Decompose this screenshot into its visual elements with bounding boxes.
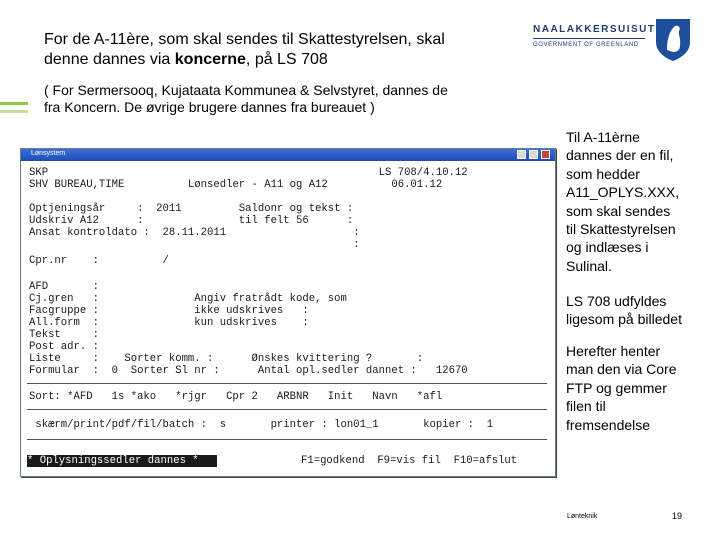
- terminal-divider: [27, 439, 547, 440]
- side-line: A11_OPLYS.XXX,: [566, 184, 680, 201]
- terminal-divider: [27, 409, 547, 410]
- accent-bar: [0, 102, 28, 105]
- logo-rule: [533, 38, 645, 39]
- logo-name: NAALAKKERSUISUT: [533, 24, 656, 35]
- footer-label: Lønteknik: [567, 513, 598, 520]
- side-line: LS 708 udfyldes: [566, 293, 667, 309]
- terminal-line: SHV BUREAU,TIME Lønsedler - A11 og A12 06.01.12: [29, 179, 443, 191]
- terminal-line: Formular : 0 Sorter Sl nr : Antal opl.sedler dannet : 12670: [29, 365, 468, 377]
- side-line: dannes der en fil,: [566, 147, 674, 164]
- side-text-block-1: [566, 128, 716, 275]
- side-line: som hedder: [566, 165, 640, 182]
- slide-note: [44, 82, 524, 116]
- side-text-block-3: [566, 342, 716, 434]
- side-line: og indlæses i: [566, 239, 649, 256]
- note-line-1: ( For Sermersooq, Kujataata Kommunea & Selvstyret, dannes de: [44, 82, 448, 98]
- maximize-icon[interactable]: [529, 150, 538, 159]
- side-line: Til A-11èrne: [566, 129, 640, 145]
- side-line: man den via Core: [566, 361, 677, 378]
- terminal-line: Udskriv A12 : til felt 56 :: [29, 215, 354, 227]
- terminal-window-title: Lønsystem: [31, 150, 66, 157]
- terminal-window: [20, 148, 556, 477]
- terminal-line: Cpr.nr : /: [29, 255, 169, 267]
- side-line: fremsendelse: [566, 416, 651, 433]
- terminal-titlebar: [21, 149, 555, 161]
- side-text-block-2: [566, 292, 716, 329]
- terminal-line: SKP LS 708/4.10.12: [29, 167, 468, 179]
- side-line: filen til: [566, 398, 606, 415]
- terminal-line: Post adr. :: [29, 341, 99, 353]
- side-line: Herefter henter: [566, 343, 661, 359]
- minimize-icon[interactable]: [517, 150, 526, 159]
- terminal-line: AFD :: [29, 281, 99, 293]
- side-line: ligesom på billedet: [566, 311, 682, 328]
- side-line: til Skattestyrelsen: [566, 221, 676, 238]
- logo-subtitle: GOVERNMENT OF GREENLAND: [533, 42, 639, 48]
- close-icon[interactable]: [541, 150, 550, 159]
- terminal-line: Tekst :: [29, 329, 99, 341]
- page-number: 19: [672, 511, 683, 521]
- accent-bar-light: [0, 110, 28, 113]
- terminal-line: Cj.gren : Angiv fratrådt kode, som: [29, 293, 347, 305]
- terminal-line: Facgruppe : ikke udskrives :: [29, 305, 309, 317]
- side-line: som skal sendes: [566, 202, 671, 219]
- print-options-line: skærm/print/pdf/fil/batch : s printer : lon01_1 kopier : 1: [29, 419, 494, 431]
- status-message: * Oplysningssedler dannes *: [27, 455, 217, 467]
- side-line: FTP og gemmer: [566, 379, 667, 396]
- sort-line: Sort: *AFD 1s *ako *rjgr Cpr 2 ARBNR Init Navn *afl: [29, 391, 443, 403]
- terminal-line: :: [29, 239, 360, 251]
- terminal-line: All.form : kun udskrives :: [29, 317, 309, 329]
- side-line: Sulinal.: [566, 257, 612, 274]
- title-line-2: denne dannes via koncerne, på LS 708: [44, 51, 328, 68]
- terminal-divider: [27, 383, 547, 384]
- terminal-line: Ansat kontroldato : 28.11.2011 :: [29, 227, 360, 239]
- government-logo: [533, 16, 713, 62]
- title-line-1: For de A-11ère, som skal sendes til Skattestyrelsen, skal: [44, 31, 445, 48]
- note-line-2: fra Koncern. De øvrige brugere dannes fra bureauet ): [44, 99, 375, 115]
- function-keys-line: F1=godkend F9=vis fil F10=afslut: [301, 455, 518, 467]
- title-bold-koncerne: koncerne: [174, 51, 246, 68]
- greenland-seal-icon: [653, 16, 693, 62]
- slide-title: [44, 30, 514, 70]
- terminal-screen[interactable]: [23, 163, 553, 474]
- terminal-line: Optjeningsår : 2011 Saldonr og tekst :: [29, 203, 354, 215]
- terminal-line: Liste : Sorter komm. : Ønskes kvittering ? :: [29, 353, 424, 365]
